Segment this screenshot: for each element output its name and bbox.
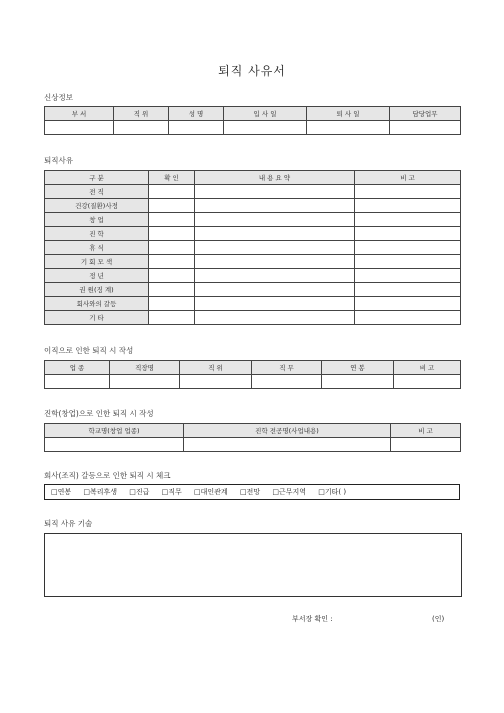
job-change-table — [44, 360, 461, 389]
header-check: 확 인 — [149, 171, 195, 185]
header-job-remark: 비 고 — [394, 361, 461, 375]
check-salary[interactable]: □연봉 — [51, 488, 72, 496]
reason-check-cell[interactable] — [149, 241, 195, 255]
new-position-field[interactable] — [180, 375, 252, 389]
reason-row-label: 기 타 — [45, 311, 149, 325]
reason-table — [44, 170, 461, 325]
reason-row-label: 창 업 — [45, 213, 149, 227]
reason-check-cell[interactable] — [149, 311, 195, 325]
department-field[interactable] — [45, 121, 114, 135]
reason-summary-cell[interactable] — [195, 269, 355, 283]
reason-remark-cell[interactable] — [355, 227, 461, 241]
reason-remark-cell[interactable] — [355, 241, 461, 255]
seal-mark: (인) — [432, 615, 445, 623]
reason-remark-cell[interactable] — [355, 255, 461, 269]
name-field[interactable] — [169, 121, 224, 135]
reason-check-cell[interactable] — [149, 297, 195, 311]
header-new-duty: 직 무 — [252, 361, 322, 375]
reason-check-cell[interactable] — [149, 199, 195, 213]
statement-section-label: 퇴직 사유 기술 — [44, 519, 93, 528]
reason-row-label: 권 원(징 계) — [45, 283, 149, 297]
check-other[interactable]: □기타( ) — [318, 488, 347, 496]
study-remark-field[interactable] — [391, 438, 461, 452]
header-industry: 업 종 — [45, 361, 110, 375]
header-duty: 담당업무 — [390, 107, 461, 121]
reason-row-label: 휴 식 — [45, 241, 149, 255]
reason-row-label: 진 학 — [45, 227, 149, 241]
check-relations[interactable]: □대인관계 — [194, 488, 228, 496]
header-major: 진학 전공명(사업내용) — [184, 424, 391, 438]
reason-remark-cell[interactable] — [355, 311, 461, 325]
job-remark-field[interactable] — [394, 375, 461, 389]
reason-summary-cell[interactable] — [195, 199, 355, 213]
reason-remark-cell[interactable] — [355, 297, 461, 311]
company-field[interactable] — [110, 375, 180, 389]
header-remark: 비 고 — [355, 171, 461, 185]
reason-section-label: 퇴직사유 — [44, 156, 73, 165]
header-summary: 내 용 요 약 — [195, 171, 355, 185]
reason-summary-cell[interactable] — [195, 297, 355, 311]
reason-summary-cell[interactable] — [195, 241, 355, 255]
reason-row-label: 건강(질환)사정 — [45, 199, 149, 213]
personal-info-table — [44, 106, 461, 135]
header-leave-date: 퇴 사 일 — [307, 107, 390, 121]
study-section-label: 진학(창업)으로 인한 퇴직 시 작성 — [44, 409, 154, 418]
salary-field[interactable] — [322, 375, 394, 389]
reason-remark-cell[interactable] — [355, 283, 461, 297]
conflict-check-table — [44, 484, 460, 500]
conflict-section-label: 회사(조직) 갈등으로 인한 퇴직 시 체크 — [44, 471, 171, 480]
reason-summary-cell[interactable] — [195, 227, 355, 241]
reason-remark-cell[interactable] — [355, 213, 461, 227]
new-duty-field[interactable] — [252, 375, 322, 389]
manager-confirm-label: 부서장 확인 : — [292, 615, 333, 623]
header-company: 직장명 — [110, 361, 180, 375]
personal-section-label: 신상정보 — [44, 93, 73, 102]
reason-remark-cell[interactable] — [355, 199, 461, 213]
header-department: 부 서 — [45, 107, 114, 121]
header-salary: 연 봉 — [322, 361, 394, 375]
school-field[interactable] — [45, 438, 184, 452]
header-new-position: 직 위 — [180, 361, 252, 375]
reason-check-cell[interactable] — [149, 185, 195, 199]
position-field[interactable] — [114, 121, 169, 135]
reason-remark-cell[interactable] — [355, 269, 461, 283]
header-category: 구 분 — [45, 171, 149, 185]
check-welfare[interactable]: □복리후생 — [83, 488, 118, 496]
check-duty[interactable]: □직무 — [161, 488, 182, 496]
reason-row-label: 정 년 — [45, 269, 149, 283]
statement-textarea[interactable] — [44, 533, 462, 597]
reason-summary-cell[interactable] — [195, 311, 355, 325]
reason-summary-cell[interactable] — [195, 255, 355, 269]
reason-check-cell[interactable] — [149, 269, 195, 283]
reason-summary-cell[interactable] — [195, 213, 355, 227]
reason-check-cell[interactable] — [149, 255, 195, 269]
job-change-section-label: 이직으로 인한 퇴직 시 작성 — [44, 346, 134, 355]
reason-row-label: 회사와의 갈등 — [45, 297, 149, 311]
study-table — [44, 423, 461, 452]
reason-row-label: 기 회 모 색 — [45, 255, 149, 269]
header-school: 학교명(창업 업종) — [45, 424, 184, 438]
header-study-remark: 비 고 — [391, 424, 461, 438]
join-date-field[interactable] — [224, 121, 307, 135]
reason-check-cell[interactable] — [149, 213, 195, 227]
leave-date-field[interactable] — [307, 121, 390, 135]
check-prospect[interactable]: □전망 — [239, 488, 261, 496]
industry-field[interactable] — [45, 375, 110, 389]
page-title: 퇴직 사유서 — [218, 64, 286, 78]
duty-field[interactable] — [390, 121, 461, 135]
header-join-date: 입 사 일 — [224, 107, 307, 121]
reason-check-cell[interactable] — [149, 227, 195, 241]
reason-check-cell[interactable] — [149, 283, 195, 297]
header-name: 성 명 — [169, 107, 224, 121]
reason-remark-cell[interactable] — [355, 185, 461, 199]
header-position: 직 위 — [114, 107, 169, 121]
reason-summary-cell[interactable] — [195, 185, 355, 199]
reason-summary-cell[interactable] — [195, 283, 355, 297]
check-location[interactable]: □근무지역 — [272, 488, 306, 496]
check-promotion[interactable]: □진급 — [129, 488, 150, 496]
major-field[interactable] — [184, 438, 391, 452]
reason-row-label: 전 직 — [45, 185, 149, 199]
